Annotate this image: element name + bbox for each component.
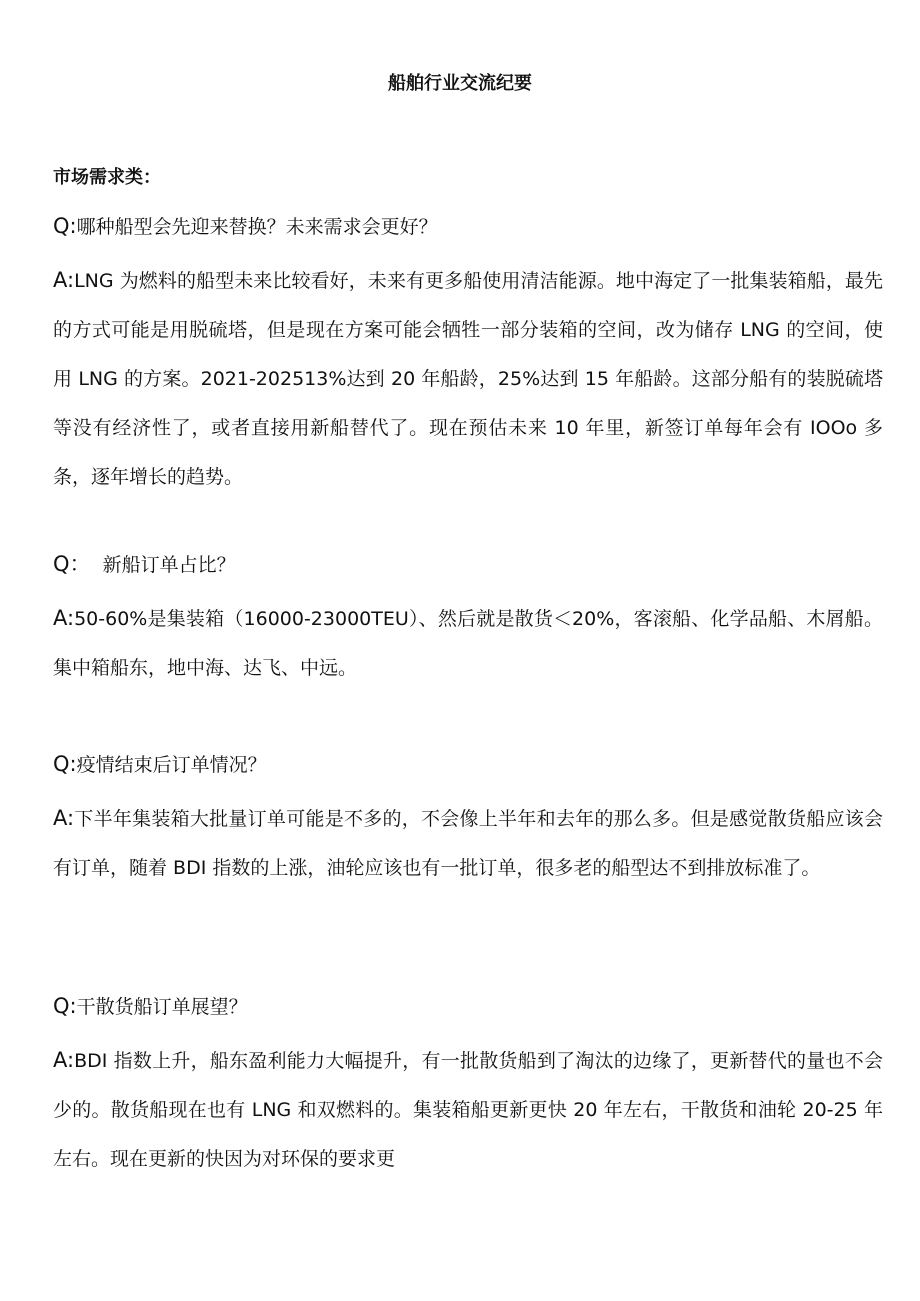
question-label: Q: [53,752,77,776]
question-3 [53,750,883,779]
answer-3 [53,794,883,893]
question-text: 干散货船订单展望？ [76,996,248,1018]
answer-label: A: [53,268,75,292]
answer-4 [53,1036,883,1184]
answer-text: LNG 为燃料的船型未来比较看好，未来有更多船使用清洁能源。地中海定了一批集装箱船，最先的方式可能是用脱硫塔，但是现在方案可能会牺牲一部分装箱的空间，改为储存 LNG 的空间，使用 LNG 的方案。2021-202513%达到 20 年船龄，25%达到 15 年船龄。这部分船有的装脱硫塔等没有经济性了，或者直接用新船替代了。现在预估未来 10 年里，新签订单每年会有 IOOo 多条，逐年增长的趋势。 [53,270,883,488]
answer-1 [53,256,883,502]
answer-text: BDI 指数上升，船东盈利能力大幅提升，有一批散货船到了淘汰的边缘了，更新替代的量也不会少的。散货船现在也有 LNG 和双燃料的。集装箱船更新更快 20 年左右，干散货和油轮 20-25 年左右。现在更新的快因为对环保的要求更 [53,1050,883,1170]
question-2 [53,550,883,579]
question-4 [53,992,883,1021]
qa-item-4 [53,992,883,1184]
answer-label: A: [53,606,75,630]
answer-2 [53,594,883,693]
answer-label: A: [53,806,75,830]
question-label: Q: [53,994,77,1018]
section-heading: 市场需求类： [53,167,161,188]
qa-item-1 [53,212,883,502]
question-label: Q: [53,214,77,238]
document-title: 船舶行业交流纪要 [388,73,532,94]
question-text: 新船订单占比？ [90,554,236,576]
qa-item-2 [53,550,883,693]
answer-text: 50-60%是集装箱（16000-23000TEU）、然后就是散货＜20%，客滚船、化学品船、木屑船。集中箱船东，地中海、达飞、中远。 [53,608,883,679]
question-label: Q： [53,552,91,576]
question-text: 哪种船型会先迎来替换？未来需求会更好？ [76,216,438,238]
qa-item-3 [53,750,883,893]
question-text: 疫情结束后订单情况？ [76,754,267,776]
answer-text: 下半年集装箱大批量订单可能是不多的，不会像上半年和去年的那么多。但是感觉散货船应该会有订单，随着 BDI 指数的上涨，油轮应该也有一批订单，很多老的船型达不到排放标准了。 [53,808,883,879]
answer-label: A: [53,1048,75,1072]
question-1 [53,212,883,241]
